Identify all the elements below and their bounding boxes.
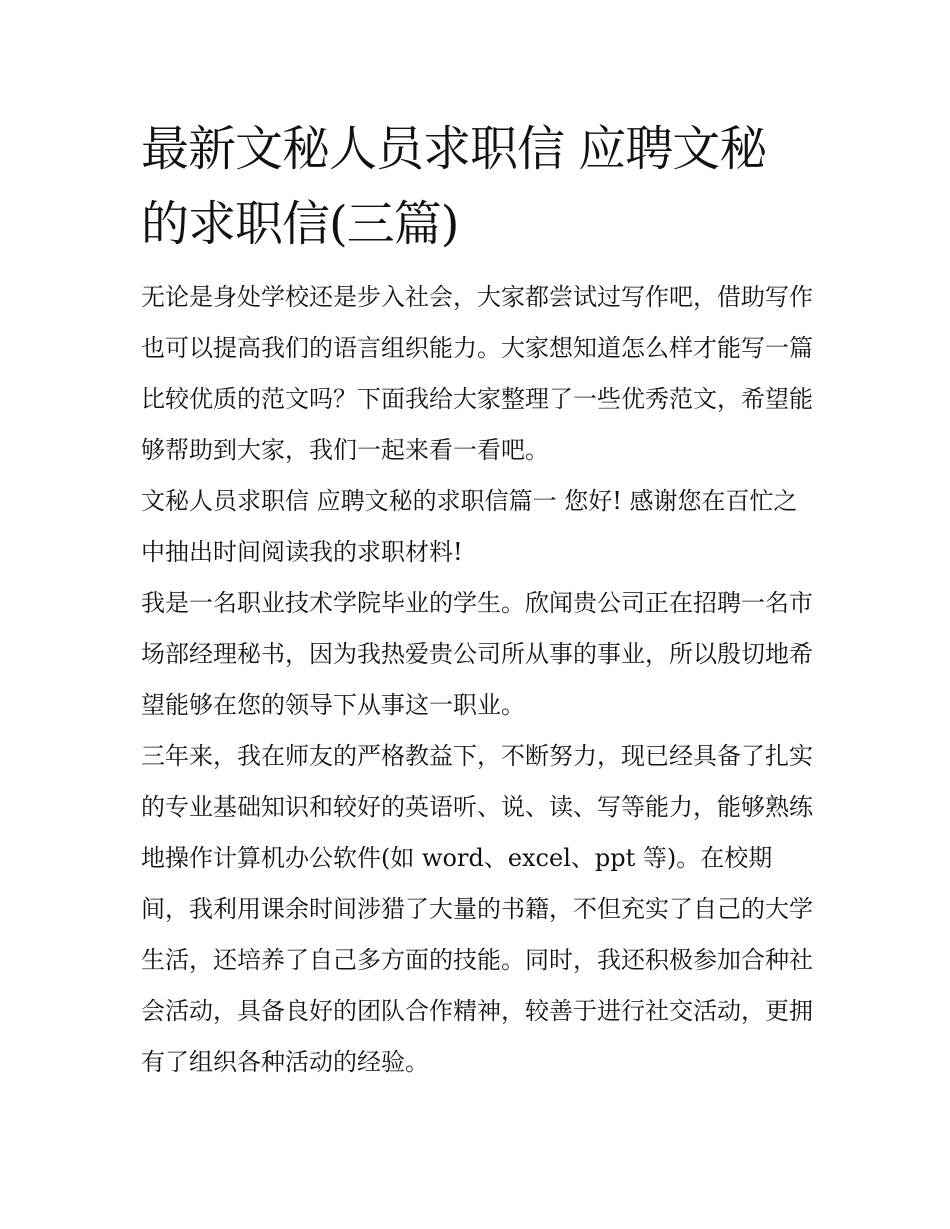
paragraph-experience: 三年来，我在师友的严格教益下，不断努力，现已经具备了扎实的专业基础知识和较好的英语听、说、读、写等能力，能够熟练地操作计算机办公软件(如 word、excel、ppt 等)。在校期间，我利用课余时间涉猎了大量的书籍，不但充实了自己的大学生活，还培养了自己多方面的技能。同时，我还积极参加合种社会活动，具备良好的团队合作精神，较善于进行社交活动，更拥有了组织各种活动的经验。 — [141, 742, 813, 1076]
paragraph-introduction: 我是一名职业技术学院毕业的学生。欣闻贵公司正在招聘一名市场部经理秘书，因为我热爱贵公司所从事的事业，所以殷切地希望能够在您的领导下从事这一职业。 — [141, 589, 813, 719]
document-body — [141, 112, 813, 1088]
document-title: 最新文秘人员求职信 应聘文秘的求职信(三篇) — [141, 121, 767, 252]
paragraph-intro: 无论是身处学校还是步入社会，大家都尝试过写作吧，借助写作也可以提高我们的语言组织能力。大家想知道怎么样才能写一篇比较优质的范文吗？下面我给大家整理了一些优秀范文，希望能够帮助到大家，我们一起来看一看吧。 — [141, 283, 813, 464]
paragraph-greeting: 文秘人员求职信 应聘文秘的求职信篇一 您好! 感谢您在百忙之中抽出时间阅读我的求职材料! — [141, 487, 798, 566]
